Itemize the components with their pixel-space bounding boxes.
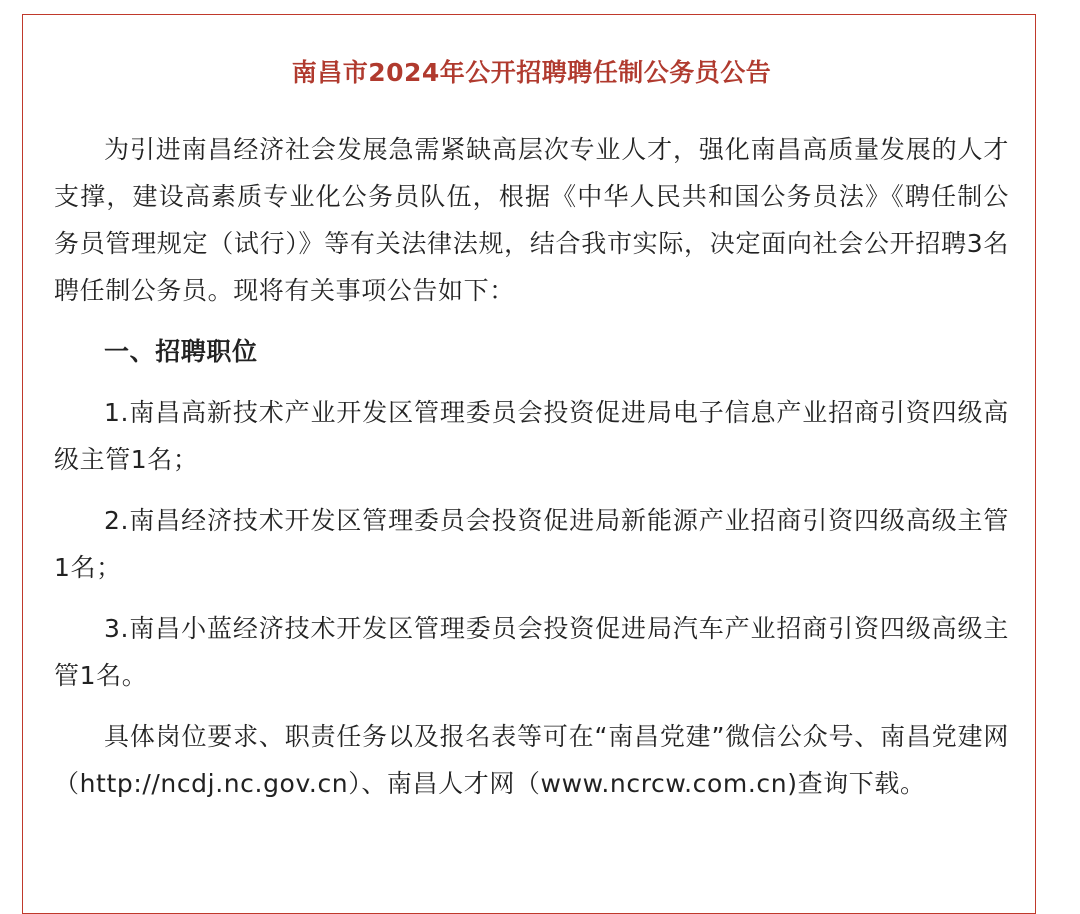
position-item-1: 1.南昌高新技术产业开发区管理委员会投资促进局电子信息产业招商引资四级高级主管1名；: [54, 398, 1009, 474]
document-body: [54, 50, 1009, 821]
intro-paragraph: 为引进南昌经济社会发展急需紧缺高层次专业人才，强化南昌高质量发展的人才支撑，建设高素质专业化公务员队伍，根据《中华人民共和国公务员法》《聘任制公务员管理规定（试行）》等有关法律法规，结合我市实际，决定面向社会公开招聘3名聘任制公务员。现将有关事项公告如下：: [54, 135, 1009, 305]
document-title: 南昌市2024年公开招聘聘任制公务员公告: [291, 58, 772, 87]
section-heading: 一、招聘职位: [104, 337, 258, 366]
download-note-paragraph: 具体岗位要求、职责任务以及报名表等可在“南昌党建”微信公众号、南昌党建网（http://ncdj.nc.gov.cn）、南昌人才网（www.ncrcw.com.cn)查询下载。: [54, 722, 1009, 798]
position-item-2: 2.南昌经济技术开发区管理委员会投资促进局新能源产业招商引资四级高级主管1名；: [54, 506, 1009, 582]
position-item-3: 3.南昌小蓝经济技术开发区管理委员会投资促进局汽车产业招商引资四级高级主管1名。: [54, 614, 1009, 690]
